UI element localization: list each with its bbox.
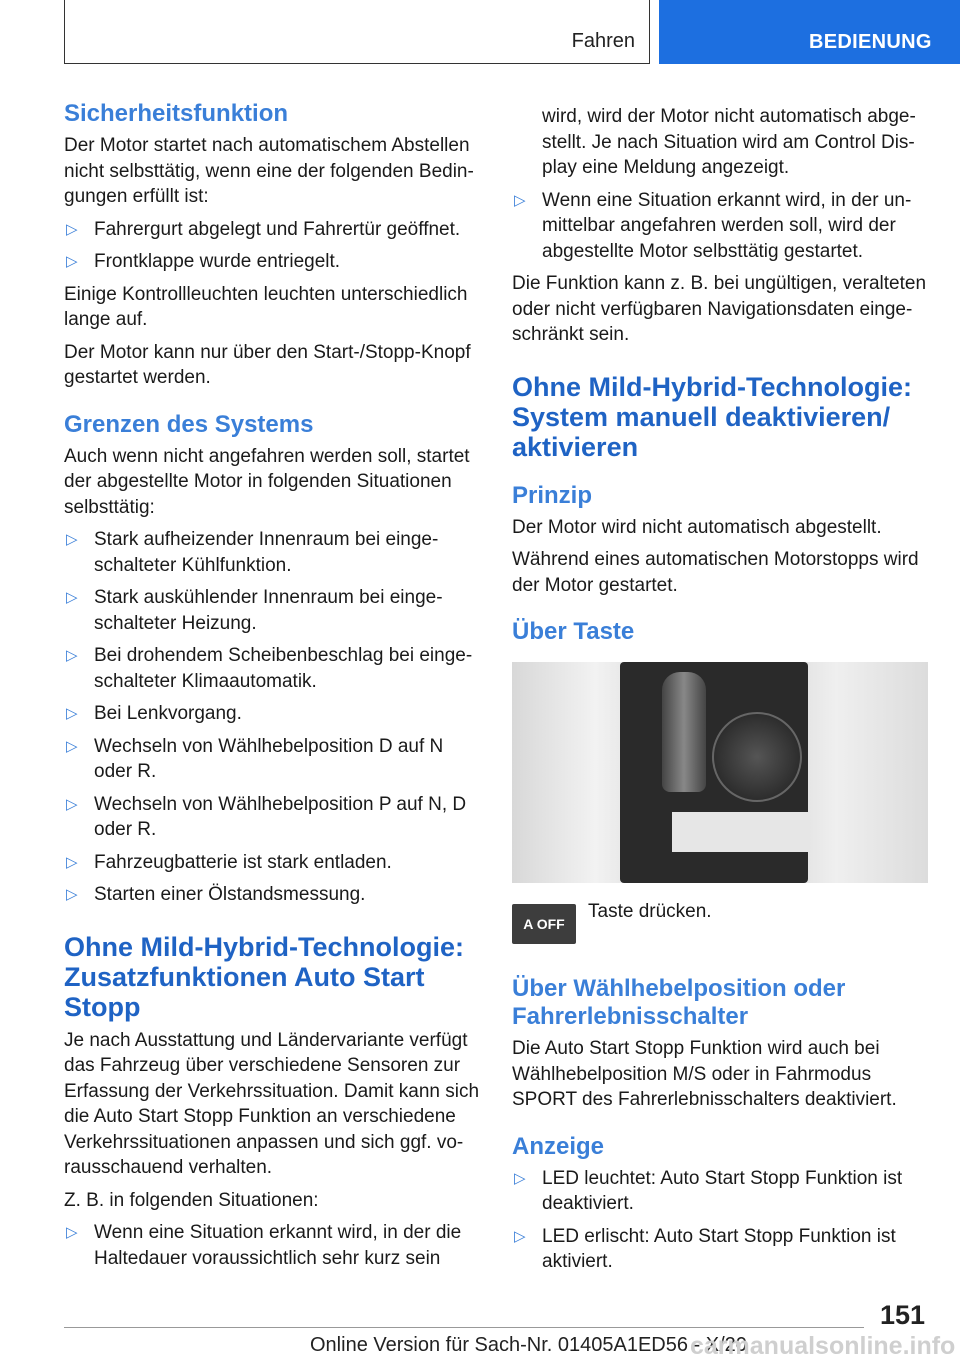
header-chapter: Fahren (571, 30, 635, 52)
footer-online-version: Online Version für Sach-Nr. 01405A1ED56 - X/20 (310, 1334, 747, 1356)
list-item: ▷ Fahrzeugbatterie ist stark entladen. (64, 850, 482, 876)
taste-instruction (512, 899, 930, 955)
heading-prinzip: Prinzip (512, 481, 593, 509)
paragraph: Auch wenn nicht angefahren werden soll, startet der abgestellte Motor in folgenden Situationen selbsttätig: (64, 445, 470, 518)
page-number: 151 (880, 1300, 926, 1330)
footer-divider (64, 1327, 864, 1328)
header-section: BEDIENUNG (809, 31, 932, 53)
bullet-list (512, 188, 930, 265)
list-item: ▷ Bei drohendem Scheibenbeschlag bei einge-schalteter Klimaautomatik. (64, 643, 482, 694)
paragraph: Je nach Ausstattung und Ländervariante verfügt das Fahrzeug über verschiedene Sensoren zur Erfassung der Verkehrssituation. Damit kann sich die Auto Start Stopp Funktion an verschiedene Verkehrssituationen anpassen und sich ggf. vo-rausschauend verhalten. (64, 1029, 480, 1178)
heading-sicherheitsfunktion: Sicherheitsfunktion (64, 100, 289, 127)
heading-grenzen: Grenzen des Systems (64, 410, 314, 438)
paragraph: Die Funktion kann z. B. bei ungültigen, veralteten oder nicht verfügbaren Navigationsdaten einge-schränkt sein. (512, 273, 927, 345)
paragraph: Z. B. in folgenden Situationen: (64, 1189, 319, 1211)
list-item: ▷ Frontklappe wurde entriegelt. (64, 249, 482, 275)
heading-anzeige: Anzeige (512, 1132, 605, 1160)
list-item: ▷ Stark auskühlender Innenraum bei einge-schalteter Heizung. (64, 585, 482, 636)
taste-text: Taste drücken. (588, 901, 712, 922)
paragraph: Die Auto Start Stopp Funktion wird auch bei Wählhebelposition M/S oder in Fahrmodus SPORT des Fahrerlebnisschalters deaktiviert. (512, 1038, 897, 1110)
list-item: ▷ Stark aufheizender Innenraum bei einge-schalteter Kühlfunktion. (64, 527, 482, 578)
paragraph: Der Motor wird nicht automatisch abgestellt. (512, 516, 882, 538)
paragraph: Der Motor startet nach automatischem Abstellen nicht selbsttätig, wenn eine der folgenden Bedin-gungen erfüllt ist: (64, 135, 474, 207)
list-item: ▷ Wenn eine Situation erkannt wird, in der die Haltedauer voraussichtlich sehr kurz sein (64, 1220, 482, 1271)
gear-selector (662, 672, 706, 792)
list-item: ▷ Bei Lenkvorgang. (64, 701, 482, 727)
list-item: ▷ Wechseln von Wählhebelposition P auf N, D oder R. (64, 792, 482, 843)
list-item: ▷ Fahrergurt abgelegt und Fahrertür geöffnet. (64, 217, 482, 243)
list-item: ▷ Wenn eine Situation erkannt wird, in der un-mittelbar angefahren werden soll, wird der abgestellte Motor selbsttätig gestartet. (512, 188, 930, 265)
paragraph: Während eines automatischen Motorstopps wird der Motor gestartet. (512, 549, 919, 596)
header-section-tab (659, 0, 960, 64)
paragraph: Einige Kontrollleuchten leuchten unterschiedlich lange auf. (64, 283, 468, 330)
list-item: ▷ LED erlischt: Auto Start Stopp Funktion ist aktiviert. (512, 1224, 930, 1275)
list-item: ▷ LED leuchtet: Auto Start Stopp Funktion ist deaktiviert. (512, 1166, 930, 1217)
watermark: carmanualsonline.info (690, 1332, 956, 1360)
center-console-photo (512, 662, 928, 883)
heading-ueber-taste: Über Taste (512, 618, 635, 645)
list-item-continuation: wird, wird der Motor nicht automatisch abge-stellt. Je nach Situation wird am Control Dis-play eine Meldung angezeigt. (542, 106, 916, 178)
header-chapter-box (64, 0, 650, 64)
bullet-list (512, 1166, 930, 1275)
auto-start-stop-off-icon: A OFF (512, 904, 576, 944)
heading-zusatzfunktionen: Ohne Mild-Hybrid-Technologie: Zusatzfunktionen Auto Start Stopp (64, 931, 464, 1022)
bullet-list (64, 527, 482, 908)
left-column (64, 100, 482, 1278)
bullet-list (64, 1220, 482, 1271)
bullet-list (64, 217, 482, 275)
controller-knob (712, 712, 802, 802)
paragraph: Der Motor kann nur über den Start-/Stopp-Knopf gestartet werden. (64, 341, 471, 388)
console-tray (672, 812, 808, 852)
list-item: ▷ Starten einer Ölstandsmessung. (64, 882, 482, 908)
list-item: ▷ Wechseln von Wählhebelposition D auf N oder R. (64, 734, 482, 785)
heading-waehlhebelposition: Über Wählhebelposition oder Fahrerlebnisschalter (512, 975, 846, 1030)
right-column (512, 104, 930, 1282)
heading-manuell-deaktivieren: Ohne Mild-Hybrid-Technologie: System manuell deaktivieren/ aktivieren (512, 371, 912, 462)
